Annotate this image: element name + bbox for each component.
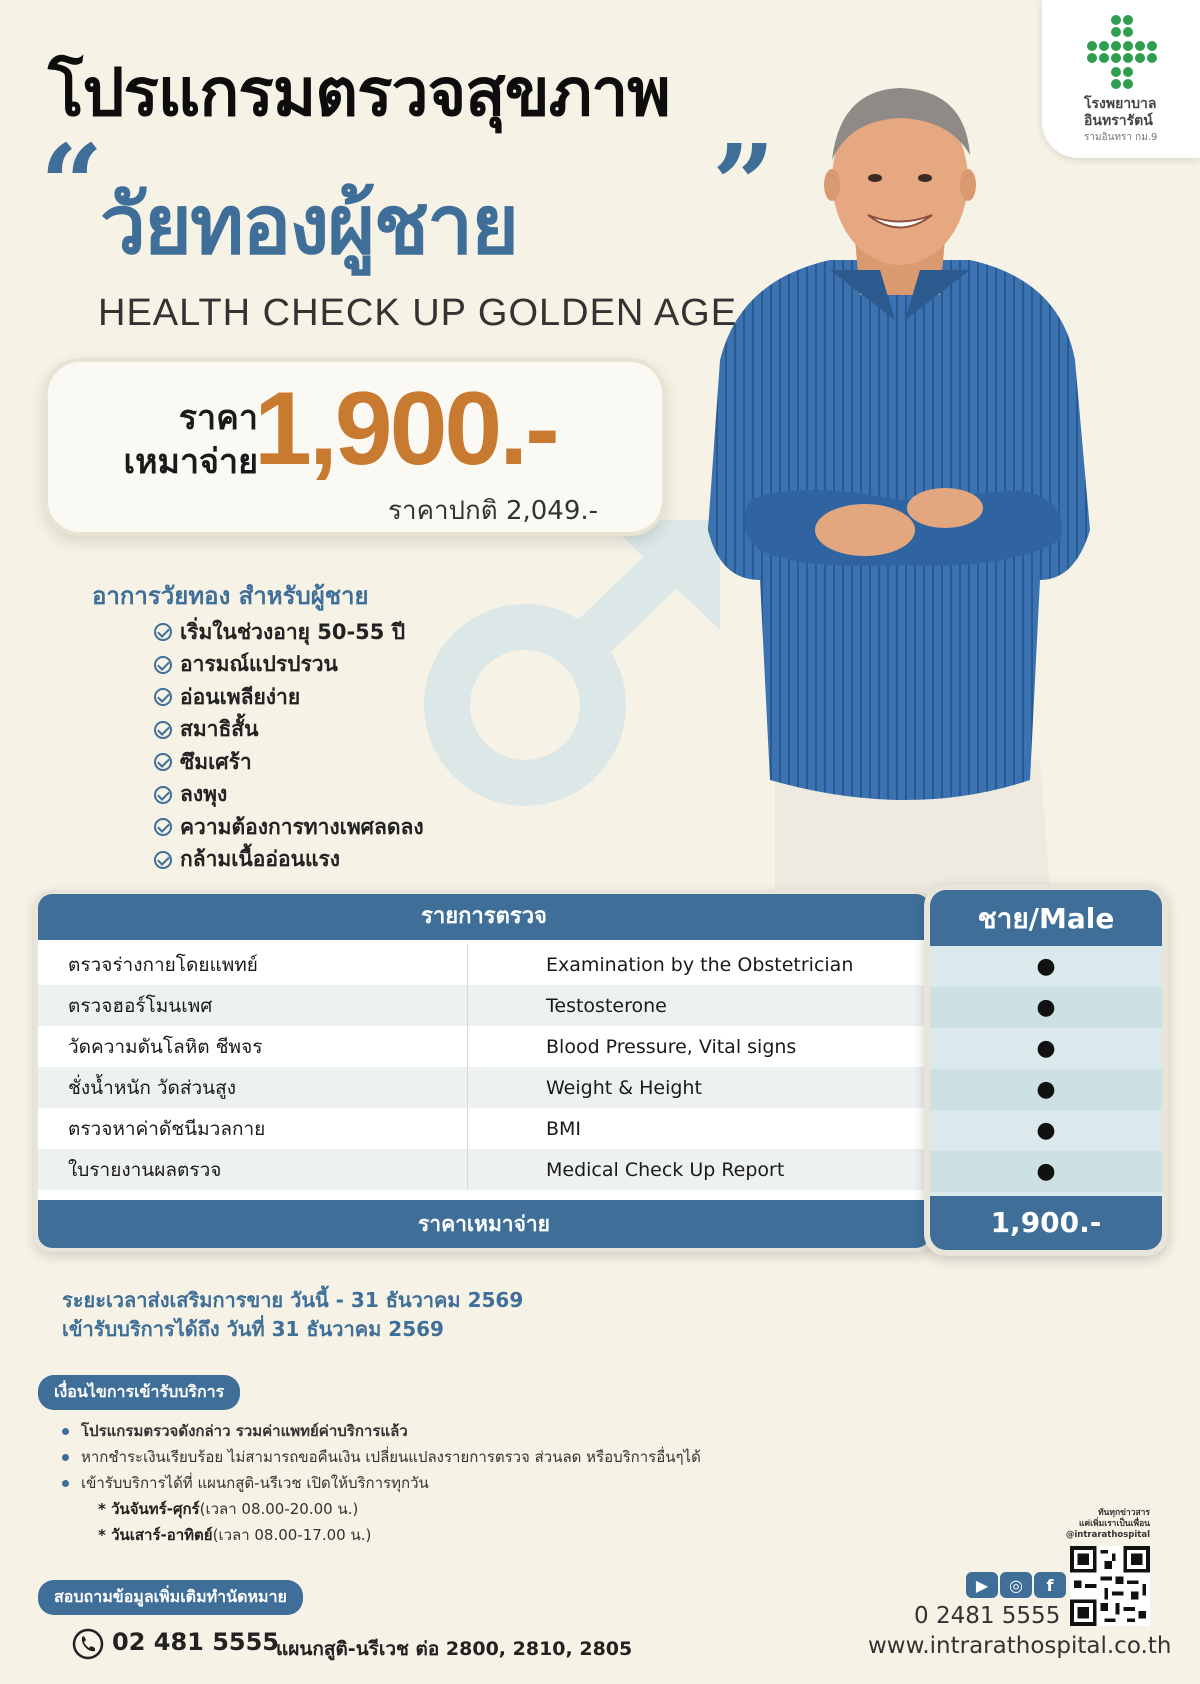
- table-row: [38, 985, 930, 1026]
- smiling-man-illustration: [680, 60, 1120, 890]
- instagram-icon[interactable]: ◎: [1000, 1572, 1032, 1598]
- hospital-name: โรงพยาบาล อินทรารัตน์: [1084, 96, 1157, 129]
- male-symbol-icon: [420, 520, 720, 810]
- symptom-item: กล้ามเนื้ออ่อนแรง: [154, 844, 424, 877]
- table-row: [38, 1067, 930, 1108]
- package-price: 1,900.-: [254, 371, 557, 487]
- program-title: โปรแกรมตรวจสุขภาพ: [48, 54, 670, 131]
- price-box: [44, 358, 666, 536]
- qr-caption: ทันทุกข่าวสาร แค่เพิ่มเราเป็นเพื่อน @intrarathospital: [1065, 1508, 1150, 1540]
- bullet-icon: [62, 1480, 69, 1487]
- condition-item: หากชำระเงินเรียบร้อย ไม่สามารถขอคืนเงิน เปลี่ยนแปลงรายการตรวจ ส่วนลด หรือบริการอื่นๆได้: [62, 1444, 701, 1470]
- hospital-location: รามอินทรา กม.9: [1084, 132, 1158, 143]
- table-cell-th: ตรวจฮอร์โมนเพศ: [38, 985, 468, 1026]
- symptom-item: สมาธิสั้น: [154, 714, 424, 747]
- male-column-price: 1,900.-: [930, 1196, 1162, 1250]
- symptom-item: อ่อนเพลียง่าย: [154, 681, 424, 714]
- table-cell-th: ตรวจหาค่าดัชนีมวลกาย: [38, 1108, 468, 1149]
- table-row: [38, 1026, 930, 1067]
- contact-phone[interactable]: 02 481 5555: [112, 1628, 280, 1656]
- exam-table-footer: ราคาเหมาจ่าย: [38, 1200, 930, 1248]
- male-column: [924, 884, 1168, 1256]
- youtube-icon[interactable]: ▶: [966, 1572, 998, 1598]
- male-included-mark: ●: [930, 1069, 1162, 1110]
- exam-table-main: [34, 890, 934, 1252]
- male-column-header: ชาย/Male: [930, 890, 1162, 946]
- table-cell-th: ตรวจร่างกายโดยแพทย์: [38, 944, 468, 985]
- symptom-item: ลงพุง: [154, 779, 424, 812]
- schedule-weekday: * วันจันทร์-ศุกร์ (เวลา 08.00-20.00 น.): [98, 1500, 359, 1518]
- condition-item: โปรแกรมตรวจดังกล่าว รวมค่าแพทย์ค่าบริการแล้ว: [62, 1418, 701, 1444]
- check-circle-icon: [154, 688, 172, 706]
- conditions-list: [62, 1418, 701, 1548]
- check-circle-icon: [154, 721, 172, 739]
- male-included-mark: ●: [930, 987, 1162, 1028]
- quote-open-mark: “: [40, 120, 104, 249]
- promo-period: ระยะเวลาส่งเสริมการขาย วันนี้ - 31 ธันวาคม 2569: [62, 1288, 524, 1312]
- facebook-icon[interactable]: f: [1034, 1572, 1066, 1598]
- normal-price: ราคาปกติ 2,049.-: [388, 496, 599, 526]
- check-circle-icon: [154, 786, 172, 804]
- phone-icon: [72, 1628, 104, 1660]
- exam-table: [34, 884, 1168, 1256]
- table-cell-th: วัดความดันโลหิต ชีพจร: [38, 1026, 468, 1067]
- table-row: [38, 1149, 930, 1190]
- male-included-mark: ●: [1036, 954, 1056, 979]
- contact-phone-alt[interactable]: 0 2481 5555: [914, 1603, 1061, 1629]
- check-circle-icon: [154, 623, 172, 641]
- table-cell-en: Examination by the Obstetrician: [546, 953, 854, 976]
- price-label-line2: เหมาจ่าย: [123, 442, 258, 482]
- symptom-item: ซึมเศร้า: [154, 746, 424, 779]
- male-included-mark: ●: [1036, 1036, 1056, 1061]
- schedule-weekend: * วันเสาร์-อาทิตย์ (เวลา 08.00-17.00 น.): [98, 1526, 372, 1544]
- symptom-item: เริ่มในช่วงอายุ 50-55 ปี: [154, 616, 424, 649]
- program-subtitle-english: HEALTH CHECK UP GOLDEN AGE: [98, 292, 738, 334]
- service-deadline: เข้ารับบริการได้ถึง วันที่ 31 ธันวาคม 2569: [62, 1317, 444, 1341]
- price-label-line1: ราคา: [178, 398, 258, 438]
- check-circle-icon: [154, 818, 172, 836]
- table-cell-en: Blood Pressure, Vital signs: [546, 1035, 797, 1058]
- table-cell-th: ชั่งน้ำหนัก วัดส่วนสูง: [38, 1067, 468, 1108]
- male-included-mark: ●: [1036, 1118, 1056, 1143]
- bullet-icon: [62, 1454, 69, 1461]
- symptom-item: ความต้องการทางเพศลดลง: [154, 811, 424, 844]
- table-row: [38, 1108, 930, 1149]
- table-cell-en: Medical Check Up Report: [546, 1158, 785, 1181]
- qr-code-icon[interactable]: [1070, 1546, 1150, 1626]
- quote-close-mark: ”: [712, 120, 776, 249]
- check-circle-icon: [154, 753, 172, 771]
- program-subtitle: วัยทองผู้ชาย: [100, 178, 518, 273]
- table-cell-en: BMI: [546, 1117, 582, 1140]
- table-row: [38, 944, 930, 985]
- table-cell-th: ใบรายงานผลตรวจ: [38, 1149, 468, 1190]
- condition-item: เข้ารับบริการได้ที่ แผนกสูติ-นรีเวช เปิดให้บริการทุกวัน: [62, 1470, 701, 1496]
- symptoms-list: [154, 616, 424, 876]
- website-link[interactable]: www.intrarathospital.co.th: [868, 1633, 1172, 1659]
- bullet-icon: [62, 1428, 69, 1435]
- table-cell-en: Weight & Height: [546, 1076, 702, 1099]
- check-circle-icon: [154, 656, 172, 674]
- table-cell-en: Testosterone: [546, 994, 667, 1017]
- symptoms-heading: อาการวัยทอง สำหรับผู้ชาย: [92, 582, 369, 610]
- contact-department: แผนกสูติ-นรีเวช ต่อ 2800, 2810, 2805: [276, 1638, 633, 1660]
- symptom-item: อารมณ์แปรปรวน: [154, 649, 424, 682]
- exam-table-header: รายการตรวจ: [38, 894, 930, 940]
- contact-title: สอบถามข้อมูลเพิ่มเติมทำนัดหมาย: [38, 1580, 303, 1615]
- conditions-title: เงื่อนไขการเข้ารับบริการ: [38, 1375, 240, 1410]
- check-circle-icon: [154, 851, 172, 869]
- male-included-mark: ●: [930, 1151, 1162, 1192]
